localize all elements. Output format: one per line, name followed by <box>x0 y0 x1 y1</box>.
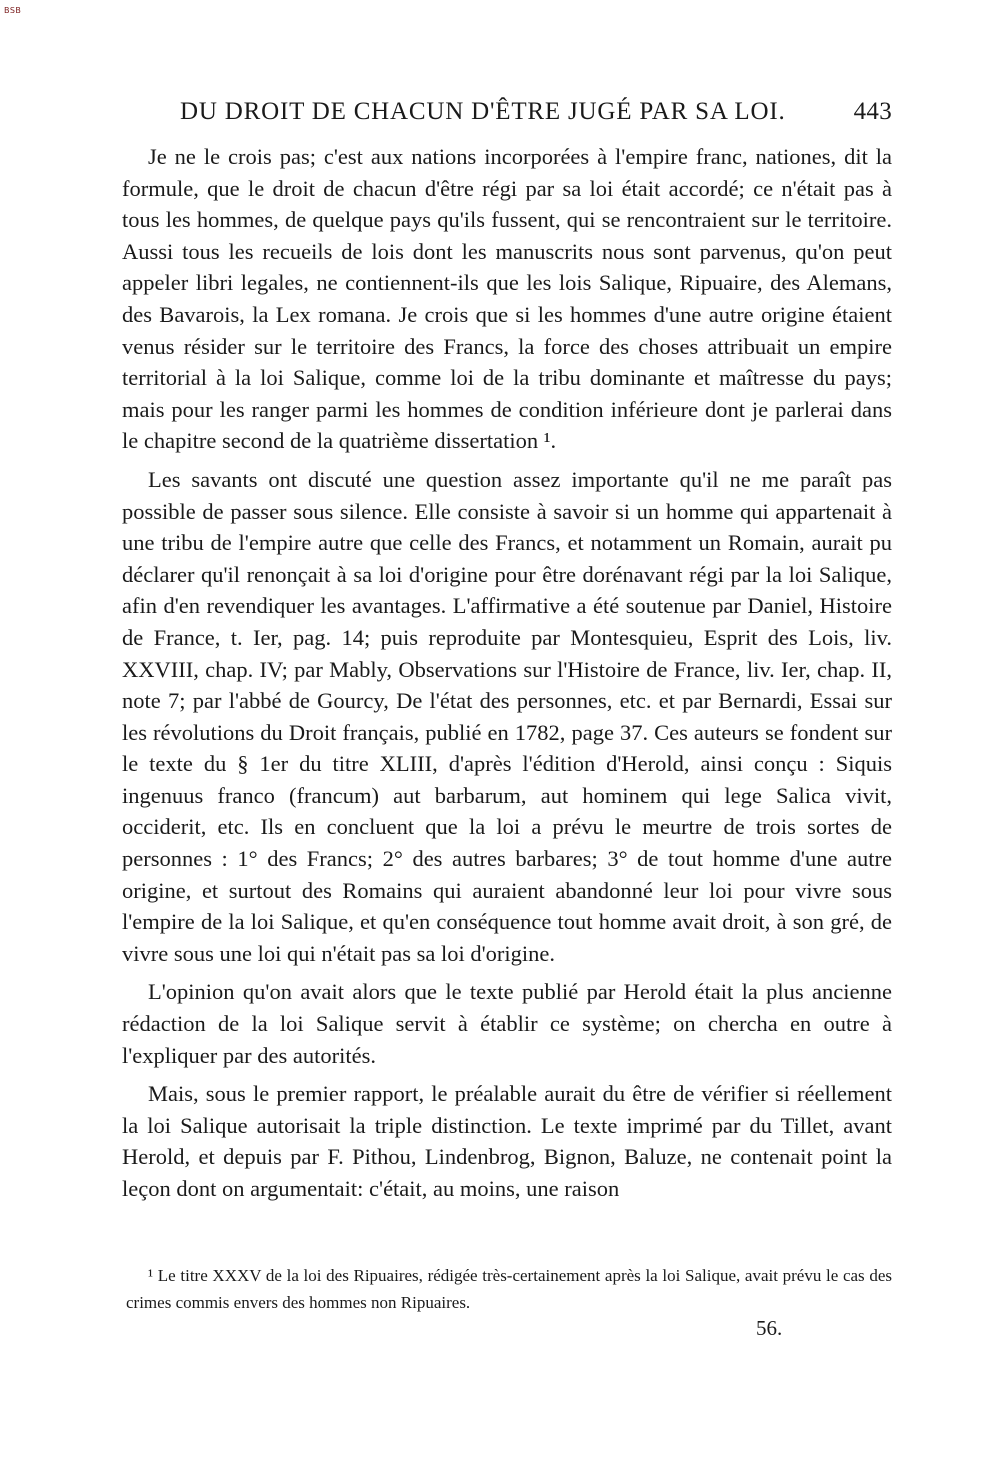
body-text <box>122 141 892 1205</box>
running-title: DU DROIT DE CHACUN D'ÊTRE JUGÉ PAR SA LOI. <box>180 98 786 125</box>
page-header <box>180 98 892 126</box>
library-stamp: BSB <box>4 6 22 15</box>
footnote-text: ¹ Le titre XXXV de la loi des Ripuaires, rédigée très-certainement après la loi Salique, avait prévu le cas des crimes commis envers des hommes non Ripuaires. <box>126 1266 892 1312</box>
signature-mark: 56. <box>756 1316 783 1340</box>
paragraph: Je ne le crois pas; c'est aux nations incorporées à l'empire franc, nationes, dit la formule, que le droit de chacun d'être régi par sa loi était accordé; ce n'était pas à tous les hommes, de quelque pays qu'ils fussent, qui se rencontraient sur le territoire. Aussi tous les recueils de lois dont les manuscrits nous sont parvenus, qu'on peut appeler libri legales, ne contiennent-ils que les lois Salique, Ripuaire, des Alemans, des Bavarois, la Lex romana. Je crois que si les hommes d'une autre origine étaient venus résider sur le territoire des Francs, la force des choses attribuait un empire territorial à la loi Salique, comme loi de la tribu dominante et maîtresse du pays; mais pour les ranger parmi les hommes de condition inférieure dont je parlerai dans le chapitre second de la quatrième dissertation ¹. <box>122 144 892 454</box>
paragraph: L'opinion qu'on avait alors que le texte publié par Herold était la plus ancienne rédaction de la loi Salique servit à établir ce système; on chercha en outre à l'expliquer par des autorités. <box>122 979 892 1068</box>
page-number: 443 <box>853 98 892 125</box>
footnote <box>126 1262 892 1316</box>
paragraph: Les savants ont discuté une question assez importante qu'il ne me paraît pas possible de passer sous silence. Elle consiste à savoir si un homme qui appartenait à une tribu de l'empire autre que celle des Francs, et notamment un Romain, aurait pu déclarer qu'il renonçait à sa loi d'origine pour être dorénavant régi par la loi Salique, afin d'en revendiquer les avantages. L'affirmative a été soutenue par Daniel, Histoire de France, t. Ier, pag. 14; puis reproduite par Montesquieu, Esprit des Lois, liv. XXVIII, chap. IV; par Mably, Observations sur l'Histoire de France, liv. Ier, chap. II, note 7; par l'abbé de Gourcy, De l'état des personnes, etc. et par Bernardi, Essai sur les révolutions du Droit français, publié en 1782, page 37. Ces auteurs se fondent sur le texte du § 1er du titre XLIII, d'après l'édition d'Herold, ainsi conçu : Siquis ingenuus franco (francum) aut barbarum, aut hominem qui lege Salica vivit, occiderit, etc. Ils en concluent que la loi a prévu le meurtre de trois sortes de personnes : 1° des Francs; 2° des autres barbares; 3° de tout homme d'une autre origine, et surtout des Romains qui auraient abandonné leur loi pour vivre sous l'empire de la loi Salique, et qu'en conséquence tout homme avait droit, à son gré, de vivre sous une loi qui n'était pas sa loi d'origine. <box>122 466 892 966</box>
paragraph: Mais, sous le premier rapport, le préalable aurait du être de vérifier si réellement la loi Salique autorisait la triple distinction. Le texte imprimé par du Tillet, avant Herold, et depuis par F. Pithou, Lindenbrog, Bignon, Baluze, ne contenait point la leçon dont on argumentait: c'était, au moins, une raison <box>122 1081 892 1201</box>
